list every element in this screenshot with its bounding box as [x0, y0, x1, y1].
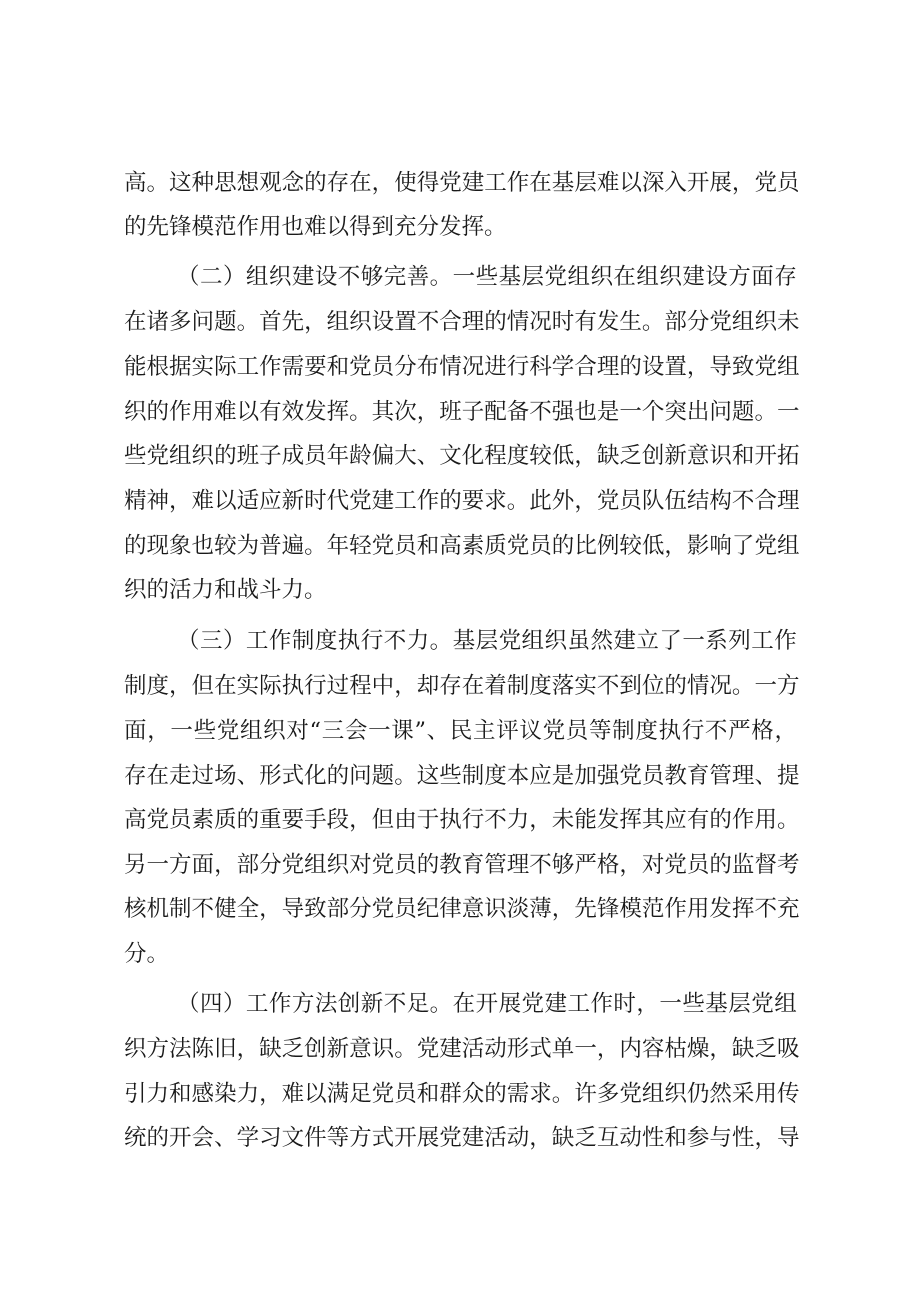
text-line: 统 的 开 会 、 学 习 文 件 等 方 式 开 展 党 建 活 动 ， 缺 乏 互 动 性 和 参 与 性 ， 导 — [124, 1125, 800, 1151]
text-line: 核 机 制 不 健 全 ， 导 致 部 分 党 员 纪 律 意 识 淡 薄 ， 先 锋 模 范 作 用 发 挥 不 充 — [124, 896, 800, 922]
text-line: 另 一 方 面 ， 部 分 党 组 织 对 党 员 的 教 育 管 理 不 够 严 格 ， 对 党 员 的 监 督 考 — [124, 852, 800, 878]
text-line: 分。 — [124, 941, 170, 967]
text-line: 织 方 法 陈 旧 ， 缺 乏 创 新 意 识 。 党 建 活 动 形 式 单 一 ， 内 容 枯 燥 ， 缺 乏 吸 — [124, 1036, 800, 1062]
text-line: 的 现 象 也 较 为 普 遍 。 年 轻 党 员 和 高 素 质 党 员 的 比 例 较 低 ， 影 响 了 党 组 — [124, 533, 800, 559]
text-line: 在 诸 多 问 题 。 首 先 ， 组 织 设 置 不 合 理 的 情 况 时 有 发 生 。 部 分 党 组 织 未 — [124, 309, 800, 335]
text-line: 些 党 组 织 的 班 子 成 员 年 龄 偏 大 、 文 化 程 度 较 低 ， 缺 乏 创 新 意 识 和 开 拓 — [124, 443, 800, 469]
text-line: 高 。 这 种 思 想 观 念 的 存 在 ， 使 得 党 建 工 作 在 基 层 难 以 深 入 开 展 ， 党 员 — [124, 170, 800, 196]
text-line: 存 在 走 过 场 、 形 式 化 的 问 题 。 这 些 制 度 本 应 是 加 强 党 员 教 育 管 理 、 提 — [124, 763, 800, 789]
text-line: 面 ， 一 些 党 组 织 对 “ 三 会 一 课 ” 、 民 主 评 议 党 员 等 制 度 执 行 不 严 格 ， — [124, 718, 797, 744]
text-line: 织 的 作 用 难 以 有 效 发 挥 。 其 次 ， 班 子 配 备 不 强 也 是 一 个 突 出 问 题 。 一 — [124, 399, 800, 425]
text-line: （ 三 ） 工 作 制 度 执 行 不 力 。 基 层 党 组 织 虽 然 建 立 了 一 系 列 工 作 — [177, 628, 797, 654]
text-line: 高 党 员 素 质 的 重 要 手 段 ， 但 由 于 执 行 不 力 ， 未 能 发 挥 其 应 有 的 作 用 。 — [124, 807, 800, 833]
text-line: 的先锋模范作用也难以得到充分发挥。 — [124, 214, 507, 240]
text-line: 织的活力和战斗力。 — [124, 577, 327, 603]
text-line: （ 二 ） 组 织 建 设 不 够 完 善 。 一 些 基 层 党 组 织 在 组 织 建 设 方 面 存 — [177, 264, 797, 290]
text-line: 能 根 据 实 际 工 作 需 要 和 党 员 分 布 情 况 进 行 科 学 合 理 的 设 置 ， 导 致 党 组 — [124, 354, 800, 380]
text-line: 引 力 和 感 染 力 ， 难 以 满 足 党 员 和 群 众 的 需 求 。 许 多 党 组 织 仍 然 采 用 传 — [124, 1081, 800, 1107]
text-line: 制 度 ， 但 在 实 际 执 行 过 程 中 ， 却 存 在 着 制 度 落 实 不 到 位 的 情 况 。 一 方 — [124, 673, 800, 699]
text-line: 精 神 ， 难 以 适 应 新 时 代 党 建 工 作 的 要 求 。 此 外 ， 党 员 队 伍 结 构 不 合 理 — [124, 488, 800, 514]
text-line: （ 四 ） 工 作 方 法 创 新 不 足 。 在 开 展 党 建 工 作 时 ， 一 些 基 层 党 组 — [177, 991, 797, 1017]
